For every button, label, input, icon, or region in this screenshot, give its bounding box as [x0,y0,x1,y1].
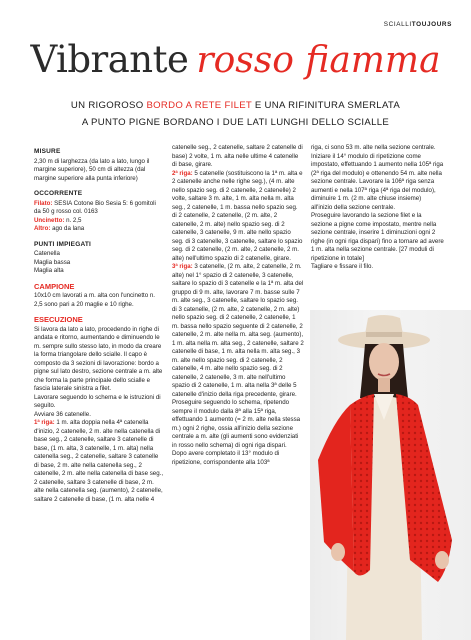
punti-item: Maglia bassa [34,258,71,266]
riga-3-label: 3ª riga: [172,263,193,270]
subtitle-highlight: BORDO A RETE FILET [146,100,252,111]
column-3-text: Proseguire lavorando la sezione filet e la sezione a pigne come impostato, mentre nella sezione centrale, inserire 1 diminuzioni ogni 2 righe (in ogni riga dispari) fino a tornare ad avere 1 m. alta nella sezione centrale. [27 moduli di ripetizione in totale] [311,212,444,262]
title-script-red: rosso fiamma [196,40,441,81]
red-shawl-left [350,394,374,576]
riga-1-text: 1 m. alta doppia nella 4ª catenella d'inizio, 2 catenelle, 2 m. alte nella catenella di base seg., 2 catenelle, saltare 3 catenelle di base, (1 m. alta, 3 catenelle, 1 m. alta) nella catenella seg., 2 catenelle, saltare 3 catenelle di base, 2 m. alte nella catenella seg., 2 catenelle, 2 m. alte nella catenella di base seg., 2 catenelle, saltare 3 catenelle di base, 2 m. alte nella catenella seg. (aumento), 2 catenelle, saltare 2 catenelle di base, (1 m. alta nelle 4 [34,419,164,503]
riga-2-paragraph [172,170,304,264]
column-3-text: riga, ci sono 53 m. alte nella sezione centrale. [311,144,436,151]
misure-text: 2,30 m di larghezza (da lato a lato, lungo il margine superiore), 50 cm di altezza (dal margine superiore alla punta inferiore) [34,157,150,182]
proseguire-text: Proseguire seguendo lo schema, ripetendo sempre il modulo dalla 8ª alla 15ª riga, effettuando 1 aumento (= 2 m. alte nella stessa m.) ogni 2 righe, ossia all'inizio della sezione centrale a m. alte (gli aumenti sono evidenziati in rosso nello schema) di ogni riga dispari. [172,399,301,449]
uncinetto-label: Uncinetto: [34,216,65,224]
column-1 [34,148,164,504]
dopo-text: Dopo avere completato il 13° modulo di ripetizione, corrispondente alla 103ª [172,450,280,466]
filato-label: Filato: [34,199,53,207]
subtitle-text: E UNA RIFINITURA SMERLATA [251,100,401,111]
uncinetto-line [34,217,164,226]
riga-3-paragraph [172,263,304,399]
column-2 [172,144,304,467]
filato-value: SESIA Cotone Bio Sesia 5: 6 gomitoli da 50 g rosso col. 0163 [34,199,156,215]
subtitle-line-1 [0,97,471,114]
riga-1-label: 1ª riga: [34,419,55,426]
continuation-text: catenelle seg., 2 catenelle, saltare 2 catenelle di base) 2 volte, 1 m. alta nelle ultime 4 catenelle di base, girare. [172,144,303,168]
heading-misure: MISURE [34,148,61,155]
esecuzione-text: Avviare 36 catenelle. [34,410,91,418]
right-hand [435,551,449,569]
esecuzione-text: Si lavora da lato a lato, procedendo in righe di andata e ritorno, aumentando e diminuendo le m. sempre sullo stesso lato, in modo da creare la forma triangolare dello scialle. Il capo è composto da 3 sezioni di lavorazione: bordo a pigne sul lato destro, sezione centrale a m. alte che forma la parte principale dello scialle e fascia laterale sinistra a filet. [34,325,163,392]
column-3 [311,144,444,272]
model-illustration [310,310,471,640]
section-header [384,21,452,28]
riga-1-paragraph [34,419,164,504]
heading-punti: PUNTI IMPIEGATI [34,240,92,248]
esecuzione-text: Lavorare seguendo lo schema e le istruzioni di seguito. [34,393,161,409]
heading-campione: CAMPIONE [34,281,75,291]
punti-item: Catenella [34,250,60,257]
left-hand [331,543,345,561]
subtitle-text: UN RIGOROSO [70,100,147,111]
uncinetto-value: n. 2,5 [64,216,82,224]
altro-line [34,225,164,234]
subtitle-line-2: A PUNTO PIGNE BORDANO I DUE LATI LUNGHI DELLO SCIALLE [81,117,390,128]
riga-2-label: 2ª riga: [172,169,193,177]
heading-occorrente: OCCORRENTE [34,190,83,197]
hat-band [366,332,402,337]
riga-2-text: 5 catenelle (sostituiscono la 1ª m. alta e 2 catenelle anche nelle righe seg.), (4 m. alte nello spazio seg. di 2 catenelle, 2 catenelle) 2 volte, saltare 3 m. alte, 1 m. alta nella m. alta seg., 2 catenelle, 1 m. bassa nello spazio seg. di 2 catenelle, 2 catenelle, (2 m. alte, 2 catenelle, 2 m. alte) nello spazio seg. di 2 catenelle, 3 catenelle, 9 m. alte nello spazio seg. di 3 catenelle, 3 catenelle, saltare lo spazio seg. di 2 catenelle, (2 m. alte, 2 catenelle, 2 m. alte) nell'ultimo spazio di 2 catenelle, girare. [172,169,303,262]
altro-value: ago da lana [50,225,85,232]
article-subtitle [0,97,471,131]
altro-label: Altro: [34,225,51,232]
neck [378,378,390,392]
model-photo [310,310,471,640]
article-title [0,38,471,81]
punti-item: Maglia alta [34,267,64,274]
column-3-text: Iniziare il 14° modulo di ripetizione come impostato, effettuando 1 aumento nella 105ª riga (2ª riga del modulo) e ottenendo 54 m. alte nella sezione centrale. Lavorare la 106ª riga senza aumenti e nella 107ª riga (4ª riga del modulo), diminuire 1 m. (2 m. alte chiuse insieme) all'inizio della sezione centrale. [311,152,444,211]
section-header-brand: SCIALLI [383,21,412,28]
section-header-name: TOUJOURS [411,21,452,28]
title-word-vibrante: Vibrante [30,38,189,81]
heading-esecuzione: ESECUZIONE [34,315,83,324]
campione-text: 10x10 cm lavorati a m. alta con l'uncinetto n. 2,5 sono pari a 20 maglie e 10 righe. [34,292,155,308]
riga-3-text: 3 catenelle, (2 m. alte, 2 catenelle, 2 m. alte) nel 1° spazio di 2 catenelle, 3 catenelle, saltare lo spazio di 3 catenelle e la 1ª m. alta del gruppo di 9 m. alte, lavorare 7 m. basse sulle 7 m. alte seg., 3 catenelle, saltare lo spazio seg. di 3 catenelle, (2 m. alte, 2 catenelle, 2 m. alte) nello spazio seg. di 2 catenelle, 2 catenelle, 1 m. bassa nello spazio seguente di 2 catenelle, 2 catenelle, 2 m. alte nella m. alta seg. (aumento), 1 m. alta nella m. alta seg., 2 catenelle, saltare 2 catenelle di base, 1 m. alta nella m. alta seg., 3 m. alte nello spazio seg. di 2 catenelle, 2 catenelle, 4 m. alte nello spazio seg. di 2 catenelle, 2 catenelle, 3 m. alte nell'ultimo spazio di 2 catenelle, 1 m. alta nella 3ª delle 5 catenelle d'inizio della riga precedente, girare. [172,263,304,398]
column-3-text: Tagliare e fissare il filo. [311,263,374,270]
filato-line [34,200,164,217]
